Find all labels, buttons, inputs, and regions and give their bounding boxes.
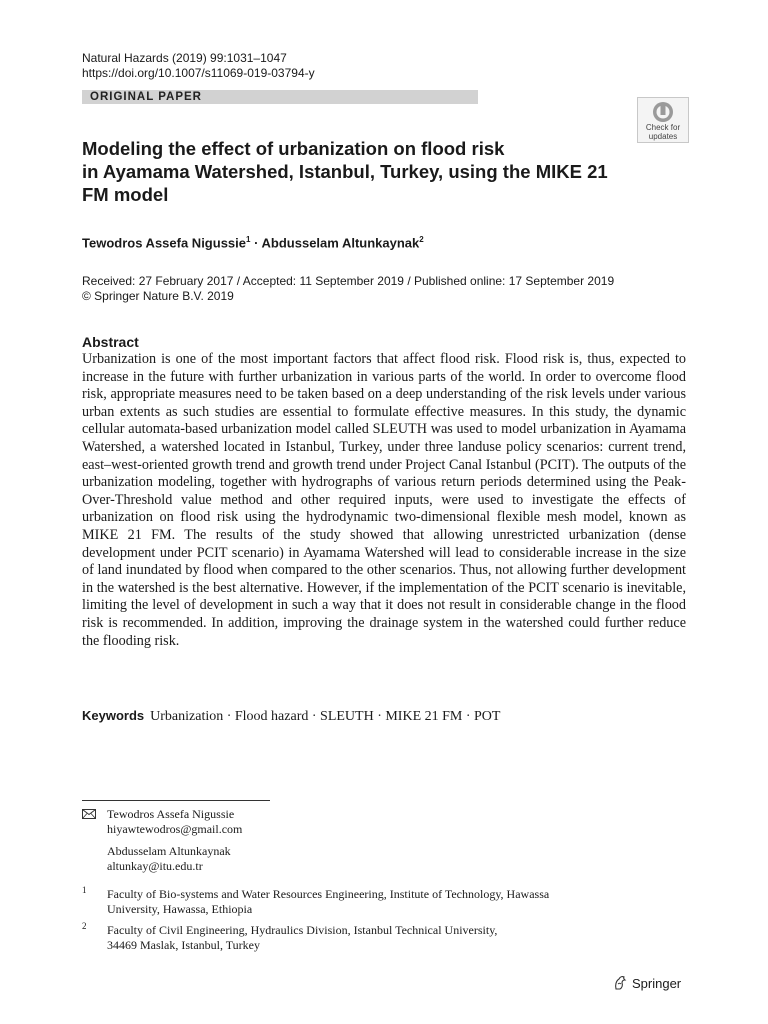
footnote-divider <box>82 800 270 801</box>
journal-header <box>82 51 315 81</box>
affiliation-line: University, Hawassa, Ethiopia <box>107 901 253 916</box>
contact-name: Abdusselam Altunkaynak <box>107 844 231 858</box>
author-separator: · <box>250 235 262 251</box>
affiliation-1 <box>107 887 549 916</box>
publication-dates <box>82 274 614 304</box>
footnote-number: 2 <box>82 921 87 931</box>
contact-name: Tewodros Assefa Nigussie <box>107 807 235 821</box>
affiliation-marker: 1 <box>246 235 251 244</box>
contact-author-2 <box>107 844 231 873</box>
abstract-heading: Abstract <box>82 334 139 350</box>
keywords-list: Urbanization · Flood hazard · SLEUTH · MIKE 21 FM · POT <box>150 709 501 724</box>
keywords-line <box>82 707 500 725</box>
envelope-icon[interactable] <box>82 809 96 819</box>
crossmark-label-line1: Check for <box>645 123 681 132</box>
copyright-notice: © Springer Nature B.V. 2019 <box>82 289 234 303</box>
affiliation-line: Faculty of Civil Engineering, Hydraulics Division, Istanbul Technical University, <box>107 923 498 937</box>
author-list <box>82 232 424 251</box>
footnote-number: 1 <box>82 885 87 895</box>
affiliation-line: 34469 Maslak, Istanbul, Turkey <box>107 937 260 952</box>
article-type-banner <box>82 90 478 104</box>
crossmark-icon <box>652 101 674 123</box>
publisher-logo <box>612 975 681 992</box>
contact-email[interactable]: altunkay@itu.edu.tr <box>107 858 203 873</box>
keywords-label: Keywords <box>82 708 145 723</box>
title-line: FM model <box>82 184 169 205</box>
title-line: Modeling the effect of urbanization on flood risk <box>82 138 505 159</box>
springer-horse-icon <box>612 975 628 991</box>
abstract-text: Urbanization is one of the most important factors that affect flood risk. Flood risk is, thus, expected to increase in the future with further urbanization in various parts of the world. In order to overcome flood risk, appropriate measures need to be taken based on a deep understanding of the risk levels under various urban extents as such studies are essential to formulate effective measures. In this study, the dynamic cellular automata-based urbanization model called SLEUTH was used to model urbanization in Ayamama Watershed, a watershed located in Istanbul, Turkey, under three landuse policy scenarios: current trend, east–west-oriented growth trend and growth trend under Project Canal Istanbul (PCIT). The outputs of the urbanization modeling, together with hydrographs of various return periods determined using the Peak-Over-Threshold value method and other required inputs, were used to investigate the effects of urbanization on flood risk using the hydrodynamic two-dimensional flexible mesh model, known as MIKE 21 FM. The results of the study showed that allowing unrestricted urbanization (dense development under PCIT scenario) in Ayamama Watershed will lead to considerable increase in the size of land inundated by flood when compared to the other scenarios. Thus, not allowing further development in the watershed is the best alternative. However, if the implementation of the PCIT scenario is inevitable, limiting the level of development in such a way that it does not result in considerable change in the flood risk is recommended. In addition, improving the drainage system in the watershed could further reduce the flooding risk. <box>82 351 686 649</box>
history-dates: Received: 27 February 2017 / Accepted: 11 September 2019 / Published online: 17 September 2019 <box>82 274 615 288</box>
article-type-label: ORIGINAL PAPER <box>90 91 202 103</box>
contact-author-1 <box>107 807 242 836</box>
contact-email[interactable]: hiyawtewodros@gmail.com <box>107 821 243 836</box>
journal-citation: Natural Hazards (2019) 99:1031–1047 <box>82 51 287 65</box>
doi-link[interactable]: https://doi.org/10.1007/s11069-019-03794-y <box>82 66 315 80</box>
article-title <box>82 137 662 206</box>
crossmark-label-line2: updates <box>648 132 678 141</box>
publisher-name: Springer <box>632 976 682 991</box>
author-name[interactable]: Abdusselam Altunkaynak <box>261 235 420 251</box>
affiliation-marker: 2 <box>419 235 424 244</box>
author-name[interactable]: Tewodros Assefa Nigussie <box>82 235 246 251</box>
affiliation-2 <box>107 923 497 952</box>
affiliation-line: Faculty of Bio-systems and Water Resources Engineering, Institute of Technology, Hawassa <box>107 887 550 901</box>
title-line: in Ayamama Watershed, Istanbul, Turkey, using the MIKE 21 <box>82 161 608 182</box>
